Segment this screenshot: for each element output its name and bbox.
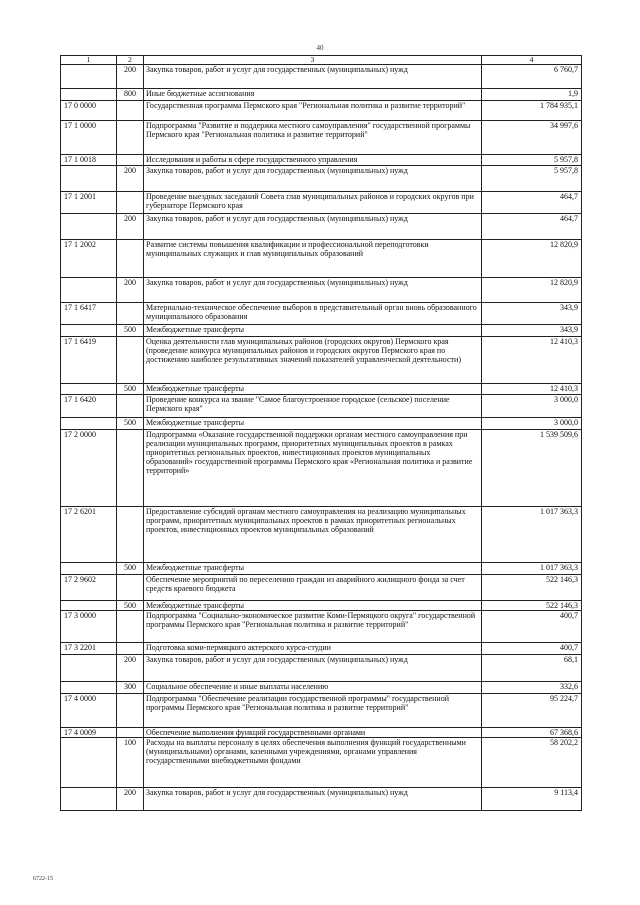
row-type: 100 — [117, 738, 144, 788]
row-type: 200 — [117, 214, 144, 240]
row-code — [61, 65, 117, 89]
row-name: Подпрограмма "Социально-экономическое развитие Коми-Пермяцкого округа" государственной программы Пермского края "Региональная политика и развитие территорий" — [144, 611, 482, 643]
row-name: Межбюджетные трансферты — [144, 563, 482, 575]
row-amount: 464,7 — [482, 192, 582, 214]
row-code: 17 1 2001 — [61, 192, 117, 214]
row-type — [117, 192, 144, 214]
row-amount: 1 017 363,3 — [482, 507, 582, 563]
row-name: Межбюджетные трансферты — [144, 384, 482, 395]
row-name: Закупка товаров, работ и услуг для государственных (муниципальных) нужд — [144, 655, 482, 682]
row-amount: 522 146,3 — [482, 575, 582, 601]
row-type: 200 — [117, 278, 144, 303]
row-type — [117, 121, 144, 155]
table-row — [61, 575, 582, 601]
column-header-1: 1 — [61, 56, 117, 65]
row-code — [61, 278, 117, 303]
row-code: 17 2 6201 — [61, 507, 117, 563]
row-code — [61, 384, 117, 395]
table-row — [61, 728, 582, 738]
footer-code: 6722-15 — [33, 876, 53, 882]
row-type: 500 — [117, 601, 144, 611]
page-number: 40 — [316, 44, 324, 52]
row-name: Социальное обеспечение и иные выплаты населению — [144, 682, 482, 694]
table-row — [61, 65, 582, 89]
row-type: 500 — [117, 325, 144, 337]
row-type — [117, 575, 144, 601]
row-amount: 68,1 — [482, 655, 582, 682]
table-row — [61, 738, 582, 788]
row-name: Межбюджетные трансферты — [144, 325, 482, 337]
row-name: Исследования и работы в сфере государственного управления — [144, 155, 482, 166]
row-type: 200 — [117, 65, 144, 89]
row-code — [61, 89, 117, 101]
row-amount: 5 957,8 — [482, 155, 582, 166]
row-amount: 34 997,6 — [482, 121, 582, 155]
table-row — [61, 240, 582, 278]
row-name: Межбюджетные трансферты — [144, 418, 482, 430]
column-header-4: 4 — [482, 56, 582, 65]
column-header-3: 3 — [144, 56, 482, 65]
row-amount: 12 410,3 — [482, 337, 582, 384]
row-code: 17 2 0000 — [61, 430, 117, 507]
row-type — [117, 240, 144, 278]
row-code: 17 2 9602 — [61, 575, 117, 601]
row-name: Иные бюджетные ассигнования — [144, 89, 482, 101]
row-code: 17 1 0000 — [61, 121, 117, 155]
row-code — [61, 601, 117, 611]
table-row — [61, 278, 582, 303]
table-row — [61, 384, 582, 395]
row-name: Межбюджетные трансферты — [144, 601, 482, 611]
row-type: 200 — [117, 655, 144, 682]
row-name: Обеспечение мероприятий по переселению граждан из аварийного жилищного фонда за счет средств краевого бюджета — [144, 575, 482, 601]
table-row — [61, 655, 582, 682]
row-type: 500 — [117, 418, 144, 430]
row-code: 17 1 0018 — [61, 155, 117, 166]
row-amount: 12 820,9 — [482, 240, 582, 278]
table-row — [61, 337, 582, 384]
row-code — [61, 166, 117, 192]
row-name: Расходы на выплаты персоналу в целях обеспечения выполнения функций государственными (муниципальными) органами, казенными учреждениями, органами управления государственными внебюджетными фондами — [144, 738, 482, 788]
row-code: 17 1 2002 — [61, 240, 117, 278]
row-name: Подпрограмма «Оказание государственной поддержки органам местного самоуправления при реализации муниципальных программ, приоритетных муниципальных проектов в рамках приоритетных региональных проектов, инвестиционных проектов муниципальных образований» государственной программы Пермского края «Региональная политика и развитие территорий» — [144, 430, 482, 507]
table-row — [61, 601, 582, 611]
table-row — [61, 507, 582, 563]
table-row — [61, 418, 582, 430]
row-type: 500 — [117, 563, 144, 575]
row-amount: 522 146,3 — [482, 601, 582, 611]
row-amount: 12 820,9 — [482, 278, 582, 303]
row-name: Закупка товаров, работ и услуг для государственных (муниципальных) нужд — [144, 166, 482, 192]
row-amount: 332,6 — [482, 682, 582, 694]
row-type — [117, 155, 144, 166]
table-body — [61, 65, 582, 811]
row-code: 17 1 6417 — [61, 303, 117, 325]
row-name: Материально-техническое обеспечение выборов в представительный орган вновь образованного муниципального образования — [144, 303, 482, 325]
table-row — [61, 89, 582, 101]
row-type — [117, 728, 144, 738]
row-code: 17 0 0000 — [61, 101, 117, 121]
row-code: 17 4 0000 — [61, 694, 117, 728]
row-amount: 9 113,4 — [482, 788, 582, 811]
table-row — [61, 395, 582, 418]
table-row — [61, 166, 582, 192]
row-type: 800 — [117, 89, 144, 101]
table-row — [61, 155, 582, 166]
row-amount: 5 957,8 — [482, 166, 582, 192]
row-amount: 12 410,3 — [482, 384, 582, 395]
row-amount: 1 539 509,6 — [482, 430, 582, 507]
row-type — [117, 101, 144, 121]
row-name: Государственная программа Пермского края "Региональная политика и развитие территорий" — [144, 101, 482, 121]
row-name: Подготовка коми-пермяцкого актерского курса-студии — [144, 643, 482, 655]
table-row — [61, 303, 582, 325]
row-amount: 95 224,7 — [482, 694, 582, 728]
row-type — [117, 430, 144, 507]
row-type — [117, 395, 144, 418]
row-amount: 3 000,0 — [482, 395, 582, 418]
row-amount: 58 202,2 — [482, 738, 582, 788]
row-name: Предоставление субсидий органам местного самоуправления на реализацию муниципальных программ, приоритетных муниципальных проектов в рамках приоритетных региональных проектов, инвестиционных проектов муниципальных образований — [144, 507, 482, 563]
row-type: 300 — [117, 682, 144, 694]
row-name: Проведение конкурса на звание "Самое благоустроенное городское (сельское) поселение Пермского края" — [144, 395, 482, 418]
row-type — [117, 643, 144, 655]
row-code — [61, 655, 117, 682]
row-code — [61, 418, 117, 430]
row-amount: 400,7 — [482, 611, 582, 643]
row-type — [117, 694, 144, 728]
row-name: Подпрограмма "Развитие и поддержка местного самоуправления" государственной программы Пермского края "Региональная политика и развитие территорий" — [144, 121, 482, 155]
row-code — [61, 788, 117, 811]
row-code: 17 3 2201 — [61, 643, 117, 655]
row-type — [117, 611, 144, 643]
row-code — [61, 214, 117, 240]
row-type — [117, 507, 144, 563]
table-row — [61, 611, 582, 643]
row-amount: 1 784 935,1 — [482, 101, 582, 121]
row-name: Подпрограмма "Обеспечение реализации государственной программы" государственной программы Пермского края "Региональная политика и развитие территорий" — [144, 694, 482, 728]
row-code — [61, 325, 117, 337]
row-type: 200 — [117, 788, 144, 811]
table-row — [61, 694, 582, 728]
row-name: Закупка товаров, работ и услуг для государственных (муниципальных) нужд — [144, 65, 482, 89]
row-name: Закупка товаров, работ и услуг для государственных (муниципальных) нужд — [144, 278, 482, 303]
row-code — [61, 738, 117, 788]
table-row — [61, 325, 582, 337]
row-amount: 67 368,6 — [482, 728, 582, 738]
row-amount: 1,9 — [482, 89, 582, 101]
row-code: 17 4 0009 — [61, 728, 117, 738]
table-row — [61, 643, 582, 655]
row-name: Закупка товаров, работ и услуг для государственных (муниципальных) нужд — [144, 788, 482, 811]
table-row — [61, 101, 582, 121]
column-header-2: 2 — [117, 56, 144, 65]
row-code: 17 1 6419 — [61, 337, 117, 384]
table-row — [61, 682, 582, 694]
row-type — [117, 337, 144, 384]
row-name: Обеспечение выполнения функций государственными органами — [144, 728, 482, 738]
row-name: Закупка товаров, работ и услуг для государственных (муниципальных) нужд — [144, 214, 482, 240]
table-row — [61, 214, 582, 240]
table-row — [61, 121, 582, 155]
budget-table — [60, 55, 582, 811]
row-amount: 6 760,7 — [482, 65, 582, 89]
row-amount: 464,7 — [482, 214, 582, 240]
row-code — [61, 563, 117, 575]
row-code: 17 3 0000 — [61, 611, 117, 643]
row-amount: 343,9 — [482, 303, 582, 325]
row-type: 200 — [117, 166, 144, 192]
table-row — [61, 563, 582, 575]
row-amount: 400,7 — [482, 643, 582, 655]
row-code: 17 1 6420 — [61, 395, 117, 418]
row-type — [117, 303, 144, 325]
row-code — [61, 682, 117, 694]
table-header-row — [61, 56, 582, 65]
row-type: 500 — [117, 384, 144, 395]
row-amount: 1 017 363,3 — [482, 563, 582, 575]
table-row — [61, 192, 582, 214]
table-row — [61, 788, 582, 811]
row-name: Оценка деятельности глав муниципальных районов (городских округов) Пермского края (проведение конкурса муниципальных районов и городских округов Пермского края по достижению наиболее результативных значений показателей управленческой деятельности) — [144, 337, 482, 384]
table-row — [61, 430, 582, 507]
row-name: Проведение выездных заседаний Совета глав муниципальных районов и городских округов при губернаторе Пермского края — [144, 192, 482, 214]
row-amount: 3 000,0 — [482, 418, 582, 430]
row-amount: 343,9 — [482, 325, 582, 337]
row-name: Развитие системы повышения квалификации и профессиональной переподготовки муниципальных служащих и глав муниципальных образований — [144, 240, 482, 278]
